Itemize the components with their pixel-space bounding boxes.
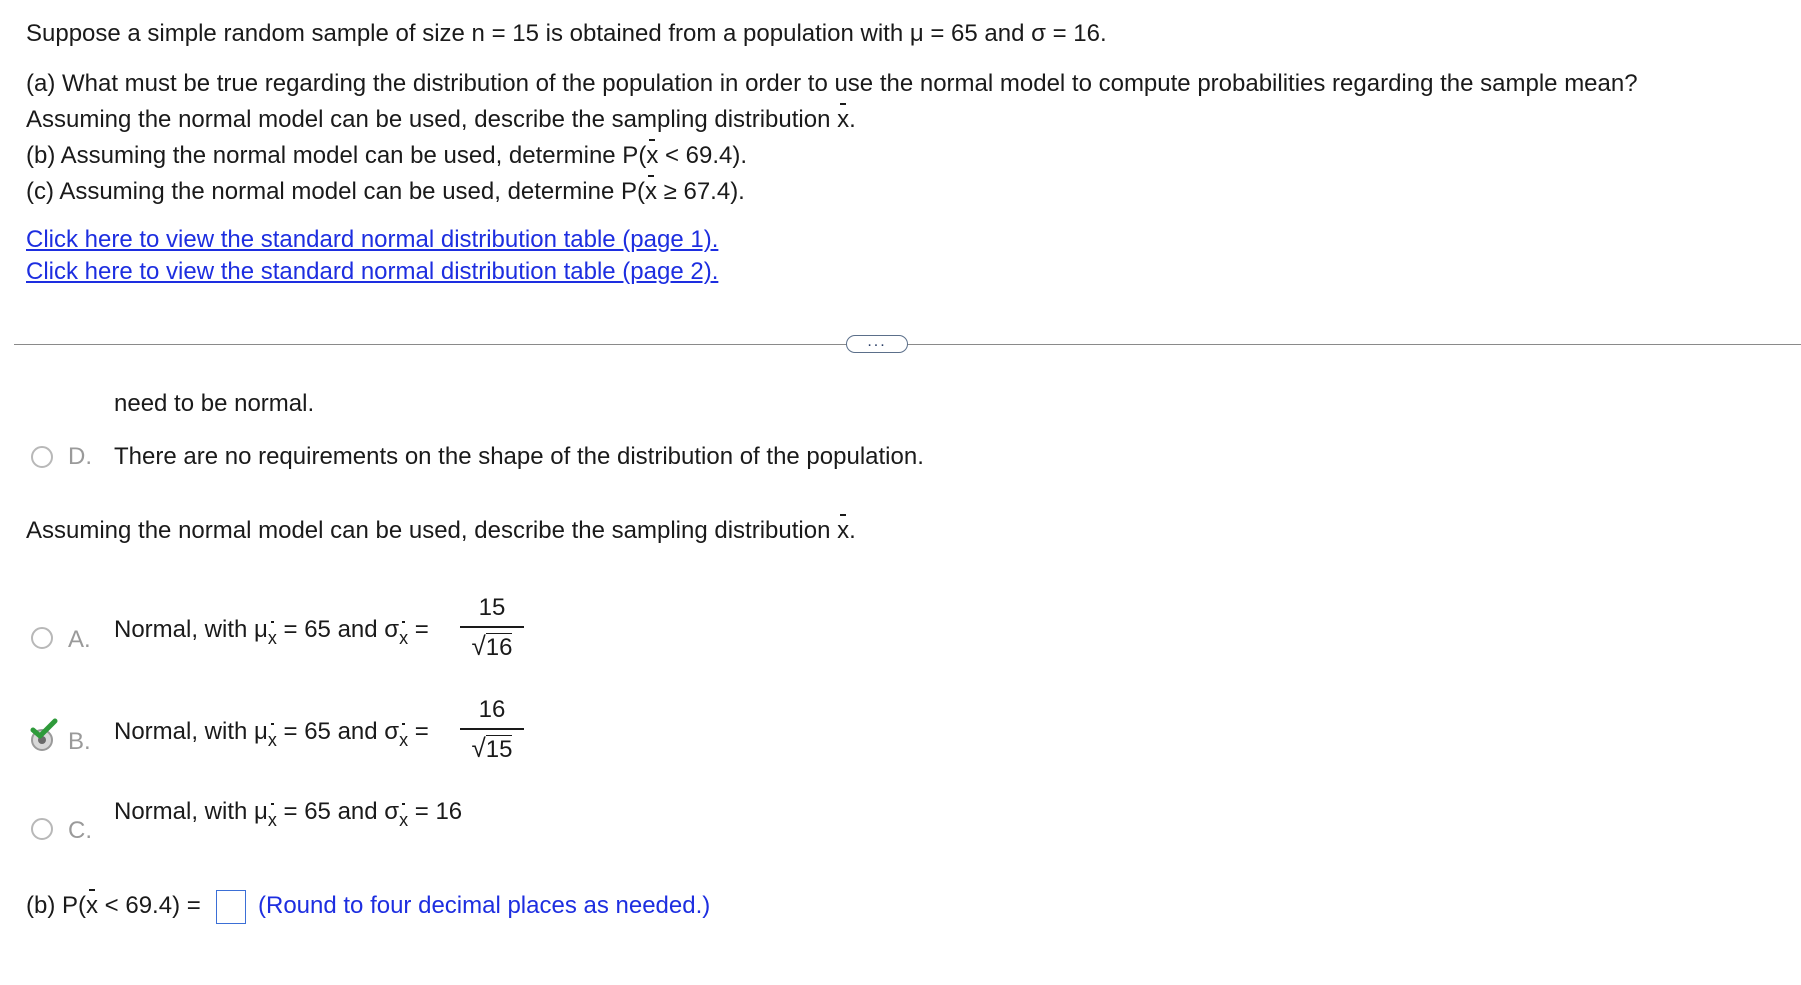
answer-prefix: (b) P(: [26, 892, 86, 919]
equals-sign: =: [408, 718, 429, 745]
part-b-question: [26, 142, 747, 170]
mu-label: Normal, with μ: [114, 616, 268, 643]
fraction-bar: [460, 626, 524, 628]
xbar-subscript: x: [268, 624, 277, 652]
xbar-subscript: x: [399, 624, 408, 652]
option-b-letter: B.: [68, 728, 91, 755]
expand-more-button[interactable]: ...: [846, 335, 908, 353]
period: .: [849, 517, 856, 544]
radio-option-a[interactable]: [31, 627, 53, 649]
xbar-symbol: x: [837, 517, 850, 544]
equals-sign: =: [408, 616, 429, 643]
sigma-label: = 65 and σ: [276, 798, 400, 825]
sampling-question-text: Assuming the normal model can be used, describe the sampling distribution: [26, 517, 831, 544]
option-c-text[interactable]: [114, 798, 462, 834]
part-a-description-text: Assuming the normal model can be used, describe the sampling distribution: [26, 106, 831, 133]
mu-label: Normal, with μ: [114, 798, 268, 825]
option-a-letter: A.: [68, 626, 91, 653]
normal-table-link-page-2[interactable]: Click here to view the standard normal distribution table (page 2).: [26, 258, 719, 285]
fraction-bar: [460, 728, 524, 730]
option-c-tail-text: need to be normal.: [114, 390, 315, 417]
option-b-fraction: [460, 696, 524, 764]
option-a-fraction: [460, 594, 524, 662]
problem-intro: Suppose a simple random sample of size n = 15 is obtained from a population with μ = 65 and σ = 16.: [26, 20, 1107, 47]
sampling-question: [26, 517, 856, 545]
option-d-letter: D.: [68, 443, 92, 470]
part-b-answer-label: [26, 892, 201, 920]
sqrt-radicand: 15: [485, 735, 513, 763]
part-b-suffix: < 69.4).: [658, 142, 748, 169]
period: .: [849, 106, 856, 133]
answer-suffix: < 69.4) =: [98, 892, 201, 919]
mu-label: Normal, with μ: [114, 718, 268, 745]
xbar-symbol: x: [644, 178, 657, 205]
sqrt-radicand: 16: [485, 633, 513, 661]
xbar-symbol: x: [86, 892, 98, 919]
option-c-letter: C.: [68, 817, 92, 844]
part-b-prefix: (b) Assuming the normal model can be used, determine P(: [26, 142, 647, 169]
part-a-question: (a) What must be true regarding the distribution of the population in order to use the normal model to compute probabilities regarding the sample mean?: [26, 70, 1638, 97]
option-d-text[interactable]: There are no requirements on the shape of the distribution of the population.: [114, 443, 924, 470]
part-b-answer-input[interactable]: [216, 890, 246, 924]
fraction-numerator: 15: [478, 594, 506, 621]
part-c-prefix: (c) Assuming the normal model can be used, determine P(: [26, 178, 645, 205]
xbar-subscript: x: [399, 726, 408, 754]
xbar-symbol: x: [646, 142, 659, 169]
fraction-numerator: 16: [478, 696, 506, 723]
rounding-hint: (Round to four decimal places as needed.): [258, 892, 711, 919]
part-c-suffix: ≥ 67.4).: [656, 178, 745, 205]
sqrt-icon: √: [471, 732, 486, 763]
xbar-subscript: x: [268, 726, 277, 754]
part-a-description: [26, 106, 856, 134]
xbar-symbol: x: [837, 106, 850, 133]
correct-check-icon: [30, 718, 58, 740]
xbar-subscript: x: [399, 806, 408, 834]
fraction-denominator: [460, 632, 524, 662]
part-c-question: [26, 178, 745, 206]
sigma-label: = 65 and σ: [276, 718, 400, 745]
fraction-denominator: [460, 734, 524, 764]
xbar-subscript: x: [268, 806, 277, 834]
radio-option-d[interactable]: [31, 446, 53, 468]
option-b-text[interactable]: [114, 718, 429, 754]
sqrt-icon: √: [471, 630, 486, 661]
radio-option-c[interactable]: [31, 818, 53, 840]
sigma-label: = 65 and σ: [276, 616, 400, 643]
option-a-text[interactable]: [114, 616, 429, 652]
equals-value: = 16: [408, 798, 463, 825]
normal-table-link-page-1[interactable]: Click here to view the standard normal distribution table (page 1).: [26, 226, 719, 253]
